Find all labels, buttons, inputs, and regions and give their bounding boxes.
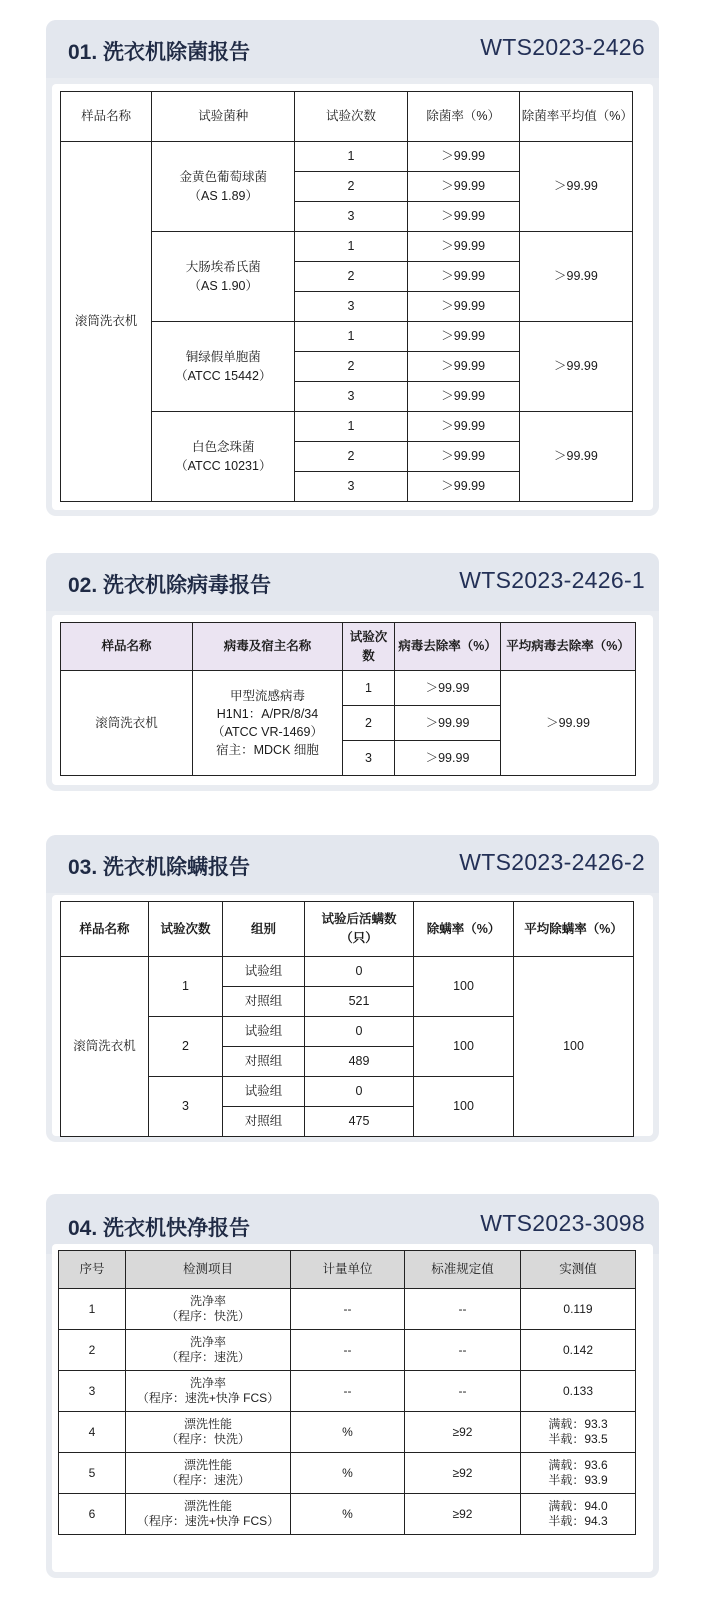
sample-name: 滚筒洗衣机 xyxy=(61,671,193,776)
run-number: 1 xyxy=(149,957,223,1017)
virus-atcc: （ATCC VR-1469） xyxy=(212,725,323,739)
standard-value: -- xyxy=(405,1371,521,1412)
run-number: 2 xyxy=(295,352,407,382)
row-index: 6 xyxy=(59,1494,126,1535)
mite-count: 475 xyxy=(305,1107,414,1137)
virus-host-cell xyxy=(193,671,343,776)
rate-value: ＞99.99 xyxy=(407,382,519,412)
test-program: （程序：速洗） xyxy=(165,1473,250,1487)
avg-rate-value: ＞99.99 xyxy=(519,322,632,412)
header-strain: 试验菌种 xyxy=(152,92,295,142)
header-avg-rate: 除菌率平均值（%） xyxy=(519,92,632,142)
unit-value: % xyxy=(291,1453,405,1494)
strain-code: （ATCC 10231） xyxy=(175,458,272,473)
strain-cell xyxy=(152,412,295,502)
card-body xyxy=(52,1244,653,1572)
strain-cell xyxy=(152,232,295,322)
card-title: 04. 洗衣机快净报告 xyxy=(68,1217,251,1240)
header-avg-mite-removal: 平均除螨率（%） xyxy=(514,902,634,957)
row-index: 5 xyxy=(59,1453,126,1494)
mite-count: 0 xyxy=(305,957,414,987)
mite-count: 0 xyxy=(305,1017,414,1047)
run-number: 2 xyxy=(295,172,407,202)
report-card-antiviral xyxy=(46,553,659,791)
measured-value: 0.119 xyxy=(563,1301,593,1316)
virus-host: 宿主：MDCK 细胞 xyxy=(216,743,319,758)
header-index: 序号 xyxy=(59,1251,126,1289)
strain-code: （ATCC 15442） xyxy=(175,368,272,383)
standard-value: ≥92 xyxy=(405,1412,521,1453)
run-number: 3 xyxy=(295,202,407,232)
group-control: 对照组 xyxy=(223,1047,305,1077)
card-header xyxy=(46,20,659,78)
group-test: 试验组 xyxy=(223,957,305,987)
rate-value: ＞99.99 xyxy=(407,142,519,172)
unit-value: % xyxy=(291,1494,405,1535)
unit-value: -- xyxy=(291,1371,405,1412)
avg-rate-value: ＞99.99 xyxy=(519,412,632,502)
avg-rate-value: ＞99.99 xyxy=(519,232,632,322)
report-card-antibacterial xyxy=(46,20,659,516)
report-card-quick-clean xyxy=(46,1194,659,1578)
group-control: 对照组 xyxy=(223,987,305,1017)
run-number: 3 xyxy=(149,1077,223,1137)
header-virus-host: 病毒及宿主名称 xyxy=(193,623,343,671)
measured-value: 0.142 xyxy=(562,1342,594,1357)
unit-value: -- xyxy=(291,1330,405,1371)
card-body xyxy=(52,84,653,510)
virus-strain: H1N1：A/PR/8/34 xyxy=(216,706,319,721)
measured-cell xyxy=(521,1289,636,1330)
row-index: 1 xyxy=(59,1289,126,1330)
avg-mite-removal-value: 100 xyxy=(514,957,634,1137)
measured-half-load: 半载：94.3 xyxy=(548,1514,608,1528)
group-control: 对照组 xyxy=(223,1107,305,1137)
measured-cell xyxy=(521,1494,636,1535)
header-unit: 计量单位 xyxy=(291,1251,405,1289)
rate-value: ＞99.99 xyxy=(407,202,519,232)
run-number: 1 xyxy=(295,412,407,442)
rate-value: ＞99.99 xyxy=(395,741,501,776)
header-runs: 试验次数 xyxy=(295,92,407,142)
run-number: 2 xyxy=(343,706,395,741)
test-item-cell xyxy=(126,1412,291,1453)
mite-removal-value: 100 xyxy=(414,957,514,1017)
strain-cell xyxy=(152,322,295,412)
run-number: 3 xyxy=(343,741,395,776)
report-code: WTS2023-2426-2 xyxy=(459,849,645,875)
test-item: 洗净率 xyxy=(189,1335,226,1349)
mite-removal-value: 100 xyxy=(414,1077,514,1137)
avg-rate-value: ＞99.99 xyxy=(519,142,632,232)
measured-cell xyxy=(521,1371,636,1412)
header-live-mites: 试验后活螨数（只） xyxy=(305,902,414,957)
rate-value: ＞99.99 xyxy=(407,442,519,472)
rate-value: ＞99.99 xyxy=(407,352,519,382)
header-measured: 实测值 xyxy=(521,1251,636,1289)
test-item: 漂洗性能 xyxy=(183,1458,232,1472)
run-number: 2 xyxy=(295,442,407,472)
run-number: 3 xyxy=(295,472,407,502)
card-header xyxy=(46,553,659,611)
rate-value: ＞99.99 xyxy=(407,172,519,202)
test-program: （程序：快洗） xyxy=(165,1432,250,1446)
row-index: 3 xyxy=(59,1371,126,1412)
strain-name: 大肠埃希氏菌 xyxy=(185,259,261,274)
test-item: 漂洗性能 xyxy=(183,1417,232,1431)
measured-full-load: 满载：94.0 xyxy=(548,1499,608,1513)
standard-value: -- xyxy=(405,1330,521,1371)
header-runs: 试验次数 xyxy=(149,902,223,957)
measured-half-load: 半载：93.5 xyxy=(548,1432,608,1446)
mite-count: 0 xyxy=(305,1077,414,1107)
avg-rate-value: ＞99.99 xyxy=(501,671,636,776)
card-title: 02. 洗衣机除病毒报告 xyxy=(68,574,272,597)
test-program: （程序：速洗） xyxy=(165,1350,250,1364)
measured-cell xyxy=(521,1330,636,1371)
report-code: WTS2023-3098 xyxy=(480,1210,645,1236)
rate-value: ＞99.99 xyxy=(407,262,519,292)
run-number: 1 xyxy=(295,232,407,262)
report-code: WTS2023-2426-1 xyxy=(459,567,645,593)
header-removal-rate: 病毒去除率（%） xyxy=(395,623,501,671)
strain-code: （AS 1.90） xyxy=(188,278,259,293)
header-test-item: 检测项目 xyxy=(126,1251,291,1289)
measured-half-load: 半载：93.9 xyxy=(548,1473,608,1487)
test-item: 漂洗性能 xyxy=(183,1499,232,1513)
rate-value: ＞99.99 xyxy=(395,671,501,706)
group-test: 试验组 xyxy=(223,1077,305,1107)
test-item-cell xyxy=(126,1330,291,1371)
test-item-cell xyxy=(126,1371,291,1412)
unit-value: -- xyxy=(291,1289,405,1330)
test-item-cell xyxy=(126,1494,291,1535)
run-number: 1 xyxy=(295,322,407,352)
header-runs: 试验次数 xyxy=(343,623,395,671)
card-title: 01. 洗衣机除菌报告 xyxy=(68,41,251,64)
run-number: 2 xyxy=(149,1017,223,1077)
header-sample: 样品名称 xyxy=(61,623,193,671)
header-rate: 除菌率（%） xyxy=(407,92,519,142)
virus-name: 甲型流感病毒 xyxy=(229,688,305,703)
antibacterial-table xyxy=(60,91,633,502)
sample-name: 滚筒洗衣机 xyxy=(61,142,152,502)
header-sample: 样品名称 xyxy=(61,902,149,957)
report-code: WTS2023-2426 xyxy=(480,34,645,60)
antimite-table xyxy=(60,901,634,1137)
header-standard: 标准规定值 xyxy=(405,1251,521,1289)
row-index: 4 xyxy=(59,1412,126,1453)
rate-value: ＞99.99 xyxy=(407,232,519,262)
strain-cell xyxy=(152,142,295,232)
run-number: 2 xyxy=(295,262,407,292)
mite-count: 489 xyxy=(305,1047,414,1077)
strain-name: 白色念珠菌 xyxy=(192,439,255,454)
quick-clean-table xyxy=(58,1250,636,1535)
rate-value: ＞99.99 xyxy=(407,472,519,502)
card-header xyxy=(46,835,659,893)
test-item-cell xyxy=(126,1289,291,1330)
strain-name: 金黄色葡萄球菌 xyxy=(179,169,268,184)
row-index: 2 xyxy=(59,1330,126,1371)
header-mite-removal: 除螨率（%） xyxy=(414,902,514,957)
test-item: 洗净率 xyxy=(189,1376,226,1390)
unit-value: % xyxy=(291,1412,405,1453)
test-program: （程序：快洗） xyxy=(165,1309,250,1323)
header-avg-removal-rate: 平均病毒去除率（%） xyxy=(501,623,636,671)
standard-value: ≥92 xyxy=(405,1494,521,1535)
test-program: （程序：速洗+快净 FCS） xyxy=(136,1391,280,1405)
measured-full-load: 满载：93.6 xyxy=(548,1458,608,1472)
header-group: 组别 xyxy=(223,902,305,957)
strain-name: 铜绿假单胞菌 xyxy=(185,349,261,364)
group-test: 试验组 xyxy=(223,1017,305,1047)
rate-value: ＞99.99 xyxy=(407,292,519,322)
card-title: 03. 洗衣机除螨报告 xyxy=(68,856,251,879)
report-card-antimite xyxy=(46,835,659,1142)
run-number: 1 xyxy=(295,142,407,172)
card-body xyxy=(52,615,653,785)
standard-value: ≥92 xyxy=(405,1453,521,1494)
rate-value: ＞99.99 xyxy=(407,412,519,442)
test-item-cell xyxy=(126,1453,291,1494)
measured-cell xyxy=(521,1412,636,1453)
test-item: 洗净率 xyxy=(189,1294,226,1308)
run-number: 3 xyxy=(295,292,407,322)
test-program: （程序：速洗+快净 FCS） xyxy=(136,1514,280,1528)
card-body xyxy=(52,895,653,1136)
strain-code: （AS 1.89） xyxy=(188,188,259,203)
mite-removal-value: 100 xyxy=(414,1017,514,1077)
measured-full-load: 满载：93.3 xyxy=(548,1417,608,1431)
header-sample: 样品名称 xyxy=(61,92,152,142)
run-number: 1 xyxy=(343,671,395,706)
sample-name: 滚筒洗衣机 xyxy=(61,957,149,1137)
measured-value: 0.133 xyxy=(562,1383,594,1398)
run-number: 3 xyxy=(295,382,407,412)
rate-value: ＞99.99 xyxy=(407,322,519,352)
standard-value: -- xyxy=(405,1289,521,1330)
antiviral-table xyxy=(60,622,636,776)
rate-value: ＞99.99 xyxy=(395,706,501,741)
measured-cell xyxy=(521,1453,636,1494)
mite-count: 521 xyxy=(305,987,414,1017)
